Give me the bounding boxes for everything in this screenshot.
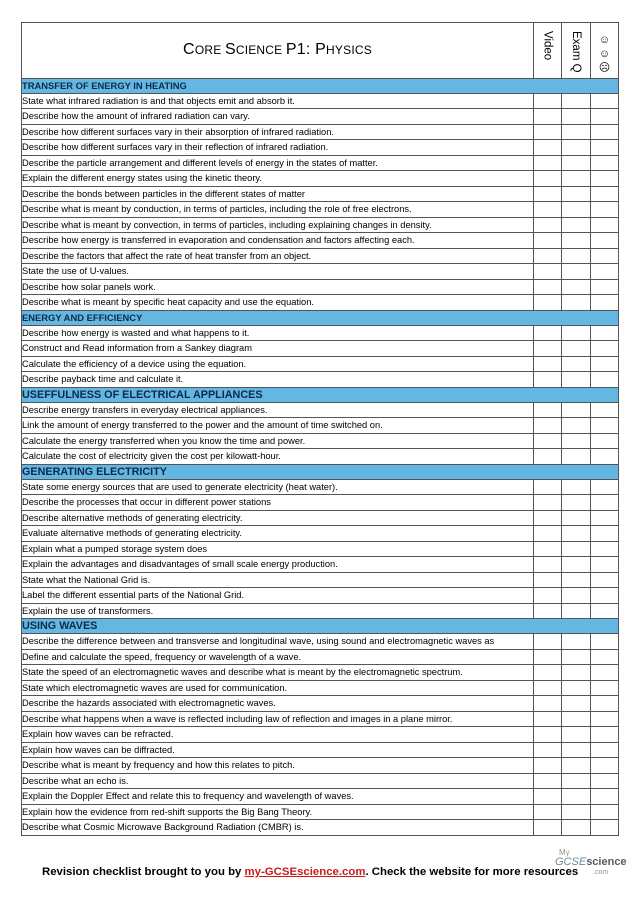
confidence-checkbox[interactable] [591, 572, 619, 588]
checklist-item [22, 603, 619, 619]
video-checkbox[interactable] [534, 248, 562, 264]
checklist-item-text: Describe payback time and calculate it. [22, 372, 534, 388]
checklist-item [22, 557, 619, 573]
video-checkbox[interactable] [534, 372, 562, 388]
exam-q-checkbox[interactable] [562, 402, 591, 418]
exam-q-checkbox[interactable] [562, 789, 591, 805]
exam-q-checkbox[interactable] [562, 356, 591, 372]
checklist-item [22, 541, 619, 557]
confidence-checkbox[interactable] [591, 372, 619, 388]
confidence-checkbox[interactable] [591, 696, 619, 712]
checklist-item [22, 789, 619, 805]
exam-q-checkbox[interactable] [562, 479, 591, 495]
exam-q-checkbox[interactable] [562, 341, 591, 357]
confidence-checkbox[interactable] [591, 341, 619, 357]
video-checkbox[interactable] [534, 341, 562, 357]
checklist-item-text: Describe what Cosmic Microwave Background Radiation (CMBR) is. [22, 820, 534, 836]
checklist-item [22, 804, 619, 820]
checklist-item-text: Explain the use of transformers. [22, 603, 534, 619]
checklist-item-text: Describe energy transfers in everyday electrical appliances. [22, 402, 534, 418]
video-checkbox[interactable] [534, 603, 562, 619]
checklist-item-text: Label the different essential parts of the National Grid. [22, 588, 534, 604]
confidence-checkbox[interactable] [591, 325, 619, 341]
section-title: ENERGY AND EFFICIENCY [22, 310, 619, 325]
page-title: CORE SCIENCE P1: PHYSICS [22, 23, 534, 79]
exam-q-checkbox[interactable] [562, 541, 591, 557]
section-title: USEFFULNESS OF ELECTRICAL APPLIANCES [22, 387, 619, 402]
checklist-item [22, 449, 619, 465]
video-checkbox[interactable] [534, 495, 562, 511]
confidence-checkbox[interactable] [591, 479, 619, 495]
checklist-item [22, 727, 619, 743]
exam-q-checkbox[interactable] [562, 279, 591, 295]
video-checkbox[interactable] [534, 171, 562, 187]
confidence-checkbox[interactable] [591, 526, 619, 542]
checklist-item-text: Define and calculate the speed, frequency or wavelength of a wave. [22, 649, 534, 665]
exam-q-checkbox[interactable] [562, 634, 591, 650]
exam-q-checkbox[interactable] [562, 665, 591, 681]
confidence-checkbox[interactable] [591, 649, 619, 665]
exam-q-checkbox[interactable] [562, 727, 591, 743]
exam-q-checkbox[interactable] [562, 449, 591, 465]
exam-q-checkbox[interactable] [562, 557, 591, 573]
checklist-item-text: State the speed of an electromagnetic waves and describe what is meant by the electromagnetic spectrum. [22, 665, 534, 681]
checklist-item-text: State what the National Grid is. [22, 572, 534, 588]
confidence-checkbox[interactable] [591, 202, 619, 218]
confidence-checkbox[interactable] [591, 758, 619, 774]
checklist-item-text: Describe how energy is transferred in evaporation and condensation and factors affecting each. [22, 233, 534, 249]
exam-q-checkbox[interactable] [562, 264, 591, 280]
section-header [22, 387, 619, 402]
exam-q-checkbox[interactable] [562, 742, 591, 758]
video-checkbox[interactable] [534, 789, 562, 805]
confidence-checkbox[interactable] [591, 171, 619, 187]
website-link[interactable]: my-GCSEscience.com [244, 866, 366, 878]
checklist-item-text: Describe how energy is wasted and what happens to it. [22, 325, 534, 341]
checklist-item-text: Describe what is meant by specific heat capacity and use the equation. [22, 295, 534, 311]
checklist-item-text: Describe what is meant by conduction, in terms of particles, including the role of free electrons. [22, 202, 534, 218]
exam-q-checkbox[interactable] [562, 202, 591, 218]
checklist-item [22, 217, 619, 233]
checklist-item-text: Describe the particle arrangement and different levels of energy in the states of matter. [22, 155, 534, 171]
video-checkbox[interactable] [534, 727, 562, 743]
checklist-item-text: Explain what a pumped storage system does [22, 541, 534, 557]
confidence-checkbox[interactable] [591, 433, 619, 449]
checklist-item-text: State some energy sources that are used to generate electricity (heat water). [22, 479, 534, 495]
checklist-item-text: Describe the difference between and transverse and longitudinal wave, using sound and electromagnetic waves as [22, 634, 534, 650]
checklist-item [22, 572, 619, 588]
checklist-item [22, 665, 619, 681]
checklist-item [22, 372, 619, 388]
video-checkbox[interactable] [534, 449, 562, 465]
confidence-column-header [591, 23, 619, 79]
confidence-checkbox[interactable] [591, 588, 619, 604]
checklist-item [22, 495, 619, 511]
confidence-checkbox[interactable] [591, 418, 619, 434]
checklist-item-text: Calculate the efficiency of a device using the equation. [22, 356, 534, 372]
checklist-item-text: State what infrared radiation is and that objects emit and absorb it. [22, 93, 534, 109]
happy-face-icon: ☺ [598, 34, 611, 46]
checklist-item [22, 325, 619, 341]
checklist-item-text: Describe the bonds between particles in the different states of matter [22, 186, 534, 202]
checklist-item-text: Link the amount of energy transferred to the power and the amount of time switched on. [22, 418, 534, 434]
checklist-item-text: Explain the advantages and disadvantages of small scale energy production. [22, 557, 534, 573]
video-checkbox[interactable] [534, 356, 562, 372]
video-checkbox[interactable] [534, 202, 562, 218]
exam-q-checkbox[interactable] [562, 109, 591, 125]
confidence-checkbox[interactable] [591, 449, 619, 465]
confidence-checkbox[interactable] [591, 557, 619, 573]
exam-q-checkbox[interactable] [562, 248, 591, 264]
section-title: USING WAVES [22, 619, 619, 634]
video-checkbox[interactable] [534, 140, 562, 156]
checklist-item [22, 758, 619, 774]
confidence-checkbox[interactable] [591, 124, 619, 140]
exam-q-checkbox[interactable] [562, 495, 591, 511]
confidence-checkbox[interactable] [591, 711, 619, 727]
checklist-item [22, 696, 619, 712]
exam-q-checkbox[interactable] [562, 418, 591, 434]
checklist-item-text: Describe what is meant by frequency and how this relates to pitch. [22, 758, 534, 774]
exam-q-checkbox[interactable] [562, 171, 591, 187]
checklist-item-text: State which electromagnetic waves are used for communication. [22, 680, 534, 696]
confidence-checkbox[interactable] [591, 665, 619, 681]
video-checkbox[interactable] [534, 325, 562, 341]
checklist-item-text: Describe the processes that occur in different power stations [22, 495, 534, 511]
confidence-checkbox[interactable] [591, 510, 619, 526]
confidence-checkbox[interactable] [591, 402, 619, 418]
confidence-checkbox[interactable] [591, 634, 619, 650]
video-column-header: Video [534, 23, 562, 79]
confidence-checkbox[interactable] [591, 742, 619, 758]
checklist-item [22, 588, 619, 604]
video-checkbox[interactable] [534, 279, 562, 295]
checklist-item [22, 418, 619, 434]
exam-q-checkbox[interactable] [562, 186, 591, 202]
checklist-item-text: Explain how waves can be diffracted. [22, 742, 534, 758]
confidence-checkbox[interactable] [591, 217, 619, 233]
checklist-item-text: Describe the hazards associated with electromagnetic waves. [22, 696, 534, 712]
checklist-item-text: Explain the different energy states using the kinetic theory. [22, 171, 534, 187]
checklist-item [22, 634, 619, 650]
confidence-checkbox[interactable] [591, 789, 619, 805]
exam-q-checkbox[interactable] [562, 572, 591, 588]
video-checkbox[interactable] [534, 186, 562, 202]
section-header [22, 78, 619, 93]
confidence-checkbox[interactable] [591, 248, 619, 264]
checklist-item-text: Explain how the evidence from red-shift supports the Big Bang Theory. [22, 804, 534, 820]
checklist-item-text: Evaluate alternative methods of generating electricity. [22, 526, 534, 542]
video-checkbox[interactable] [534, 758, 562, 774]
section-header [22, 619, 619, 634]
exam-q-checkbox[interactable] [562, 93, 591, 109]
exam-q-checkbox[interactable] [562, 804, 591, 820]
checklist-item [22, 341, 619, 357]
checklist-item [22, 186, 619, 202]
checklist-item [22, 140, 619, 156]
checklist-item [22, 649, 619, 665]
checklist-item [22, 526, 619, 542]
section-title: TRANSFER OF ENERGY IN HEATING [22, 78, 619, 93]
exam-q-checkbox[interactable] [562, 588, 591, 604]
confidence-checkbox[interactable] [591, 140, 619, 156]
video-checkbox[interactable] [534, 93, 562, 109]
video-checkbox[interactable] [534, 804, 562, 820]
checklist-item [22, 93, 619, 109]
exam-q-checkbox[interactable] [562, 233, 591, 249]
checklist-item [22, 773, 619, 789]
video-checkbox[interactable] [534, 572, 562, 588]
checklist-item [22, 742, 619, 758]
video-checkbox[interactable] [534, 433, 562, 449]
confidence-checkbox[interactable] [591, 820, 619, 836]
header-row [22, 23, 619, 79]
exam-q-checkbox[interactable] [562, 325, 591, 341]
video-checkbox[interactable] [534, 711, 562, 727]
checklist-item-text: Describe how the amount of infrared radiation can vary. [22, 109, 534, 125]
exam-q-checkbox[interactable] [562, 603, 591, 619]
exam-q-column-header: Exam Q [562, 23, 591, 79]
video-checkbox[interactable] [534, 820, 562, 836]
video-checkbox[interactable] [534, 510, 562, 526]
video-checkbox[interactable] [534, 233, 562, 249]
video-checkbox[interactable] [534, 680, 562, 696]
video-checkbox[interactable] [534, 109, 562, 125]
confidence-checkbox[interactable] [591, 541, 619, 557]
checklist-item [22, 202, 619, 218]
checklist-item [22, 279, 619, 295]
checklist-item [22, 711, 619, 727]
exam-q-checkbox[interactable] [562, 217, 591, 233]
confidence-checkbox[interactable] [591, 93, 619, 109]
confidence-checkbox[interactable] [591, 603, 619, 619]
checklist-item-text: Describe what happens when a wave is reflected including law of reflection and images in a plane mirror. [22, 711, 534, 727]
checklist-item [22, 248, 619, 264]
neutral-face-icon: ☺ [598, 48, 611, 60]
checklist-item-text: Describe how solar panels work. [22, 279, 534, 295]
checklist-item-text: Calculate the energy transferred when you know the time and power. [22, 433, 534, 449]
checklist-item-text: Describe the factors that affect the rate of heat transfer from an object. [22, 248, 534, 264]
checklist-table [21, 22, 619, 836]
confidence-checkbox[interactable] [591, 680, 619, 696]
video-checkbox[interactable] [534, 264, 562, 280]
exam-q-checkbox[interactable] [562, 295, 591, 311]
checklist-item [22, 109, 619, 125]
footer-credit: Revision checklist brought to you by my-GCSEscience.com. Check the website for more resources [42, 866, 579, 878]
video-checkbox[interactable] [534, 541, 562, 557]
checklist-item [22, 510, 619, 526]
exam-q-checkbox[interactable] [562, 680, 591, 696]
video-checkbox[interactable] [534, 526, 562, 542]
video-checkbox[interactable] [534, 773, 562, 789]
exam-q-checkbox[interactable] [562, 140, 591, 156]
video-checkbox[interactable] [534, 217, 562, 233]
video-checkbox[interactable] [534, 742, 562, 758]
confidence-checkbox[interactable] [591, 264, 619, 280]
checklist-item [22, 402, 619, 418]
confidence-checkbox[interactable] [591, 109, 619, 125]
video-checkbox[interactable] [534, 479, 562, 495]
exam-q-checkbox[interactable] [562, 758, 591, 774]
confidence-checkbox[interactable] [591, 773, 619, 789]
site-logo: My GCSEscience .com [555, 848, 627, 876]
confidence-checkbox[interactable] [591, 495, 619, 511]
video-checkbox[interactable] [534, 295, 562, 311]
exam-q-checkbox[interactable] [562, 372, 591, 388]
exam-q-checkbox[interactable] [562, 155, 591, 171]
exam-q-checkbox[interactable] [562, 649, 591, 665]
checklist-item [22, 356, 619, 372]
exam-q-checkbox[interactable] [562, 433, 591, 449]
confidence-checkbox[interactable] [591, 279, 619, 295]
video-checkbox[interactable] [534, 634, 562, 650]
checklist-item-text: Describe what is meant by convection, in terms of particles, including explaining changes in density. [22, 217, 534, 233]
video-checkbox[interactable] [534, 696, 562, 712]
checklist-item [22, 264, 619, 280]
checklist-item-text: Explain how waves can be refracted. [22, 727, 534, 743]
checklist-item-text: Explain the Doppler Effect and relate this to frequency and wavelength of waves. [22, 789, 534, 805]
exam-q-checkbox[interactable] [562, 124, 591, 140]
checklist-item-text: State the use of U-values. [22, 264, 534, 280]
video-checkbox[interactable] [534, 665, 562, 681]
confidence-checkbox[interactable] [591, 233, 619, 249]
video-checkbox[interactable] [534, 588, 562, 604]
checklist-item [22, 233, 619, 249]
exam-q-checkbox[interactable] [562, 820, 591, 836]
video-checkbox[interactable] [534, 155, 562, 171]
video-checkbox[interactable] [534, 649, 562, 665]
checklist-item [22, 433, 619, 449]
confidence-checkbox[interactable] [591, 155, 619, 171]
checklist-item [22, 820, 619, 836]
section-header [22, 464, 619, 479]
checklist-item-text: Describe how different surfaces vary in their reflection of infrared radiation. [22, 140, 534, 156]
confidence-checkbox[interactable] [591, 727, 619, 743]
confidence-checkbox[interactable] [591, 186, 619, 202]
checklist-item-text: Describe how different surfaces vary in their absorption of infrared radiation. [22, 124, 534, 140]
checklist-item-text: Calculate the cost of electricity given the cost per kilowatt-hour. [22, 449, 534, 465]
checklist-item [22, 479, 619, 495]
exam-q-checkbox[interactable] [562, 526, 591, 542]
checklist-item [22, 295, 619, 311]
exam-q-checkbox[interactable] [562, 696, 591, 712]
sad-face-icon: ☹ [598, 62, 611, 74]
checklist-item [22, 124, 619, 140]
checklist-item [22, 171, 619, 187]
exam-q-checkbox[interactable] [562, 510, 591, 526]
confidence-checkbox[interactable] [591, 804, 619, 820]
video-checkbox[interactable] [534, 418, 562, 434]
checklist-item-text: Describe what an echo is. [22, 773, 534, 789]
checklist-item [22, 680, 619, 696]
video-checkbox[interactable] [534, 557, 562, 573]
checklist-item-text: Describe alternative methods of generating electricity. [22, 510, 534, 526]
video-checkbox[interactable] [534, 124, 562, 140]
checklist-item-text: Construct and Read information from a Sankey diagram [22, 341, 534, 357]
section-header [22, 310, 619, 325]
video-checkbox[interactable] [534, 402, 562, 418]
confidence-checkbox[interactable] [591, 295, 619, 311]
confidence-checkbox[interactable] [591, 356, 619, 372]
section-title: GENERATING ELECTRICITY [22, 464, 619, 479]
checklist-item [22, 155, 619, 171]
exam-q-checkbox[interactable] [562, 711, 591, 727]
exam-q-checkbox[interactable] [562, 773, 591, 789]
